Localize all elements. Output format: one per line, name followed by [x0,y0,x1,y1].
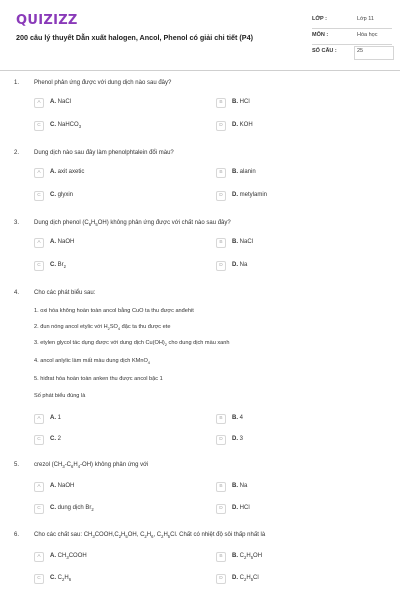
meta-label: LỚP : [312,16,327,22]
option-b[interactable] [216,98,386,109]
option-a[interactable] [34,482,204,493]
meta-label: SỐ CÂU : [312,48,337,54]
option-d[interactable] [216,261,386,272]
option-letter-box: D [216,504,226,514]
option-c[interactable] [34,504,204,515]
option-letter-box: D [216,435,226,445]
statement: 3. etylen glycol tác dụng được với dung dịch $Cu(OH)_2$ cho dung dịch màu xanh [34,340,230,348]
option-letter-box: A [34,168,44,178]
option-d[interactable] [216,504,386,515]
meta-value: 25 [357,48,364,54]
option-text: C. $C_2H_6$ [50,575,72,583]
question-text: crezol $(CH_3-C_6H_4-OH)$ không phản ứng với [34,462,149,470]
option-letter-box: C [34,121,44,131]
option-d[interactable] [216,574,386,585]
meta-row-grade [312,14,392,30]
option-text: D. $C_2H_5Cl$ [232,575,259,583]
option-letter-box: C [34,435,44,445]
option-text: A. NaOH [50,239,75,245]
option-letter-box: A [34,98,44,108]
option-b[interactable] [216,238,386,249]
header-divider [0,70,400,71]
option-text: A. $CH_3COOH$ [50,553,87,561]
option-text: B. alanin [232,169,256,175]
option-c[interactable] [34,574,204,585]
option-text: A. axit axetic [50,169,85,175]
option-letter-box: D [216,121,226,131]
option-c[interactable] [34,435,204,446]
option-letter-box: D [216,191,226,201]
option-text: D. HCl [232,505,250,511]
option-letter-box: B [216,414,226,424]
document-header [0,0,400,66]
question-number: 3. [14,220,20,226]
quizizz-logo: QUIZIZZ [16,13,78,28]
option-letter-box: A [34,238,44,248]
option-text: D. 3 [232,436,244,442]
statement: 2. đun nóng ancol etylic với $H_2SO_4$ đặc ta thu được ete [34,324,171,332]
option-letter-box: C [34,261,44,271]
option-letter-box: B [216,168,226,178]
question-number: 4. [14,290,20,296]
option-text: B. $C_2H_5OH$ [232,553,263,561]
option-text: C. NaHCO$_3$ [50,122,82,130]
question-text: Cho các phát biểu sau: [34,290,96,296]
option-b[interactable] [216,482,386,493]
option-text: D. metylamin [232,192,268,198]
question-number: 2. [14,150,20,156]
option-letter-box: C [34,574,44,584]
option-a[interactable] [34,168,204,179]
option-letter-box: A [34,414,44,424]
option-letter-box: B [216,482,226,492]
question-text: Cho các chất sau: $CH_3COOH,C_2H_5OH$, $C_2H_6$, $C_2H_5Cl$. Chất có nhiệt độ sôi thấp nhất là [34,532,266,540]
option-d[interactable] [216,435,386,446]
question-text: Dung dịch nào sau đây làm phenolphtalein đổi màu? [34,150,174,156]
option-d[interactable] [216,121,386,132]
option-text: B. NaCl [232,239,254,245]
statement: 4. ancol anlylic làm mất màu dung dịch KMnO$_4$ [34,358,150,366]
option-a[interactable] [34,98,204,109]
option-letter-box: D [216,261,226,271]
option-text: D. KOH [232,122,253,128]
option-b[interactable] [216,552,386,563]
meta-panel [312,14,392,62]
option-letter-box: D [216,574,226,584]
option-letter-box: A [34,482,44,492]
option-letter-box: C [34,504,44,514]
option-c[interactable] [34,191,204,202]
question-text: Dung dịch phenol $(C_6H_5OH)$ không phản ứng được với chất nào sau đây? [34,220,231,228]
option-a[interactable] [34,238,204,249]
option-text: C. glyxin [50,192,74,198]
option-text: A. NaOH [50,483,75,489]
option-letter-box: C [34,191,44,201]
option-text: B. Na [232,483,248,489]
question-number: 6. [14,532,20,538]
meta-row-subject [312,30,392,46]
meta-row-count [312,46,392,62]
statement-prompt: Số phát biểu đúng là [34,393,86,399]
option-a[interactable] [34,552,204,563]
option-a[interactable] [34,414,204,425]
question-text: Phenol phản ứng được với dung dịch nào sau đây? [34,80,172,86]
option-text: C. 2 [50,436,62,442]
option-letter-box: B [216,238,226,248]
option-text: B. HCl [232,99,250,105]
question-number: 1. [14,80,20,86]
option-text: D. Na [232,262,248,268]
option-text: A. NaCl [50,99,72,105]
option-b[interactable] [216,168,386,179]
question-number: 5. [14,462,20,468]
option-d[interactable] [216,191,386,202]
option-c[interactable] [34,261,204,272]
option-text: A. 1 [50,415,62,421]
option-text: B. 4 [232,415,244,421]
meta-label: MÔN : [312,32,329,38]
statement: 5. hiđrat hóa hoàn toàn anken thu được ancol bậc 1 [34,376,163,382]
option-b[interactable] [216,414,386,425]
option-c[interactable] [34,121,204,132]
meta-value: Lớp 11 [357,16,374,22]
meta-value: Hóa học [357,32,378,38]
document-title: 200 câu lý thuyết Dẫn xuất halogen, Ancol, Phenol có giải chi tiết (P4) [16,33,253,42]
statement: 1. oxi hóa không hoàn toàn ancol bằng CuO ta thu được anđehit [34,308,194,314]
option-text: C. $Br_2$ [50,262,67,270]
option-letter-box: B [216,98,226,108]
option-letter-box: B [216,552,226,562]
option-letter-box: A [34,552,44,562]
option-text: C. dung dịch $Br_2$ [50,505,94,513]
